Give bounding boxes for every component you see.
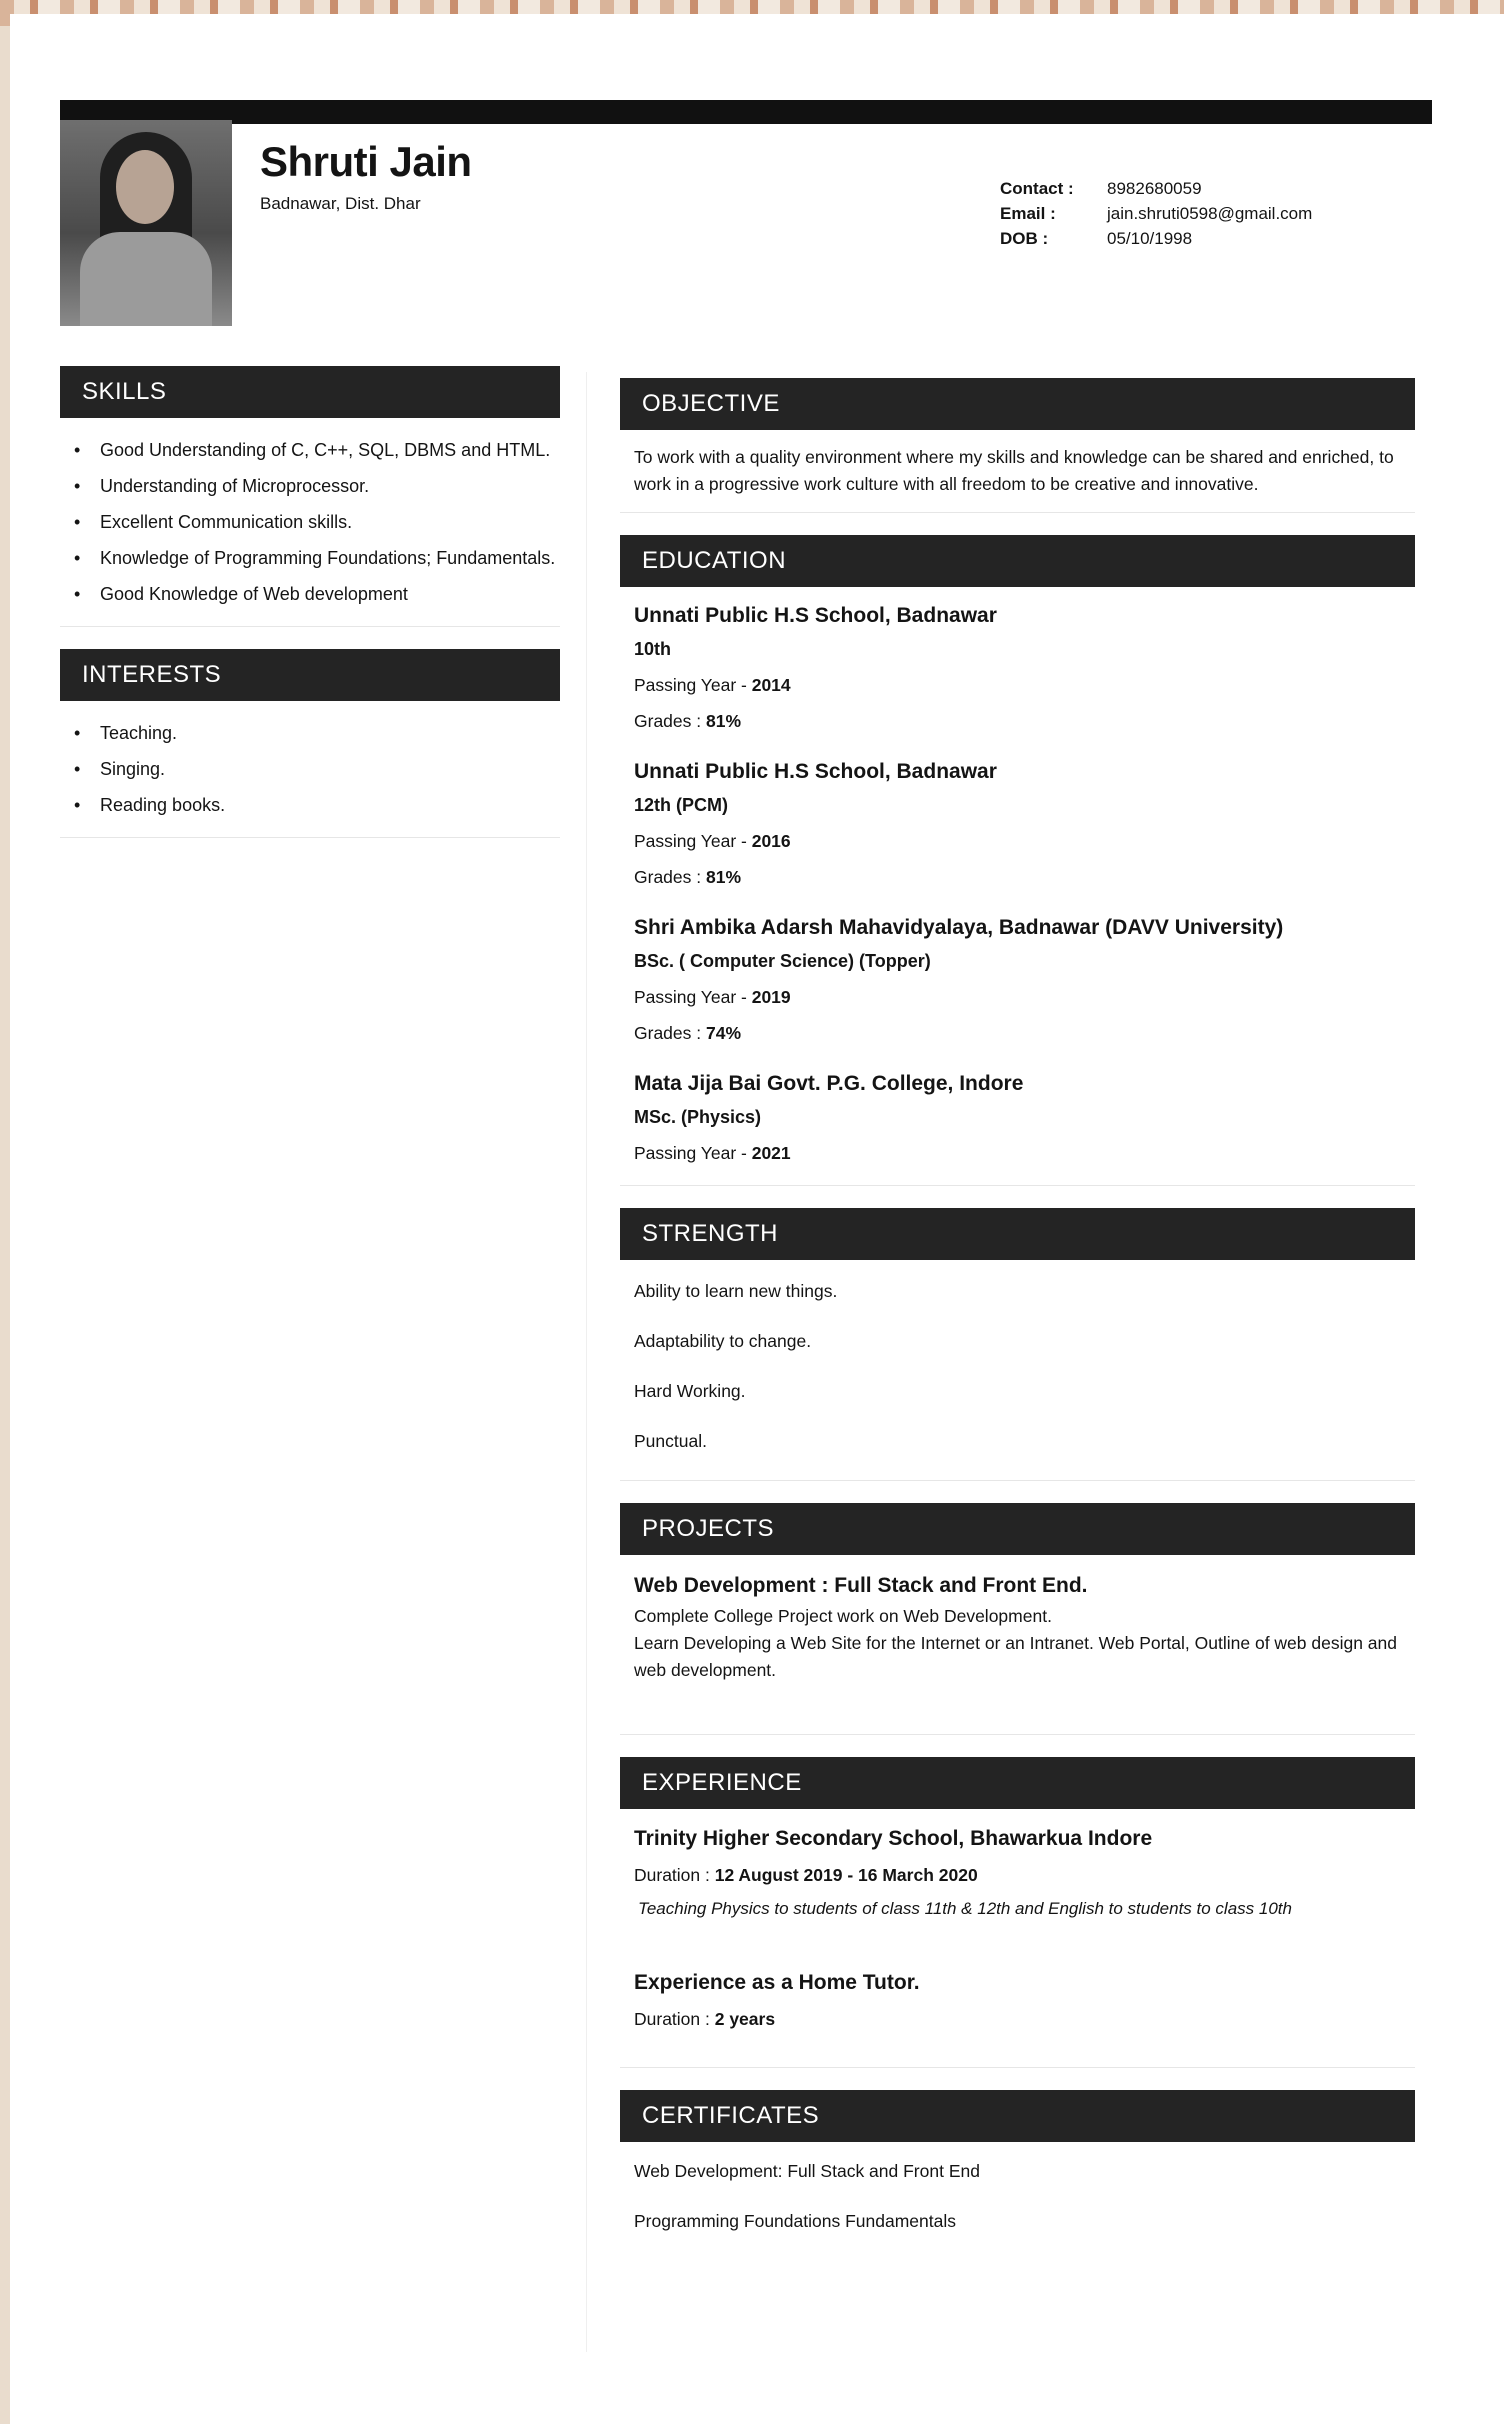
contact-block (1000, 176, 1312, 251)
education-entry (620, 913, 1415, 1051)
education-entry (620, 1069, 1415, 1171)
education-year: Passing Year - 2019 (634, 987, 791, 1007)
objective-text: To work with a quality environment where my skills and knowledge can be shared and enriched, to work in a progressive work culture with all freedom to be creative and innovative. (634, 447, 1394, 494)
divider (620, 2067, 1415, 2068)
skill-item: • Good Knowledge of Web development (60, 576, 560, 612)
skills-heading: SKILLS (60, 366, 560, 418)
experience-description: Teaching Physics to students of class 11th & 12th and English to students to class 10th (638, 1899, 1292, 1918)
left-column (60, 366, 560, 860)
education-school: Unnati Public H.S School, Badnawar (634, 604, 997, 627)
certificates-heading: CERTIFICATES (620, 2090, 1415, 2142)
experience-heading: EXPERIENCE (620, 1757, 1415, 1809)
experience-title: Trinity Higher Secondary School, Bhawarkua Indore (634, 1827, 1153, 1850)
education-year: Passing Year - 2014 (634, 675, 791, 695)
divider (60, 837, 560, 838)
skills-list (60, 432, 560, 612)
contact-value: 8982680059 (1107, 179, 1202, 198)
profile-photo (60, 120, 232, 326)
contact-row (1000, 176, 1312, 201)
contact-label: Contact : (1000, 179, 1074, 198)
education-school: Unnati Public H.S School, Badnawar (634, 760, 997, 783)
email-value: jain.shruti0598@gmail.com (1107, 204, 1313, 223)
email-label: Email : (1000, 204, 1056, 223)
project-title: Web Development : Full Stack and Front End. (634, 1574, 1088, 1597)
education-grade: Grades : 81% (634, 711, 742, 731)
strength-heading: STRENGTH (620, 1208, 1415, 1260)
dob-label: DOB : (1000, 229, 1049, 248)
experience-duration: Duration : 12 August 2019 - 16 March 2020 (634, 1865, 978, 1885)
interest-item: • Singing. (60, 751, 560, 787)
education-entry (620, 601, 1415, 739)
experience-duration: Duration : 2 years (634, 2009, 776, 2029)
education-heading: EDUCATION (620, 535, 1415, 587)
divider (620, 1734, 1415, 1735)
strength-list (620, 1266, 1415, 1466)
candidate-address: Badnawar, Dist. Dhar (260, 194, 421, 213)
certificate-item: Web Development: Full Stack and Front End (634, 2161, 980, 2181)
strength-item: Punctual. (634, 1431, 707, 1451)
divider (620, 1185, 1415, 1186)
education-grade: Grades : 74% (634, 1023, 742, 1043)
skill-item: • Knowledge of Programming Foundations; Fundamentals. (60, 540, 560, 576)
strength-item: Ability to learn new things. (634, 1281, 838, 1301)
experience-title: Experience as a Home Tutor. (634, 1971, 920, 1994)
interest-item: • Teaching. (60, 715, 560, 751)
dob-row (1000, 226, 1312, 251)
education-year: Passing Year - 2021 (634, 1143, 791, 1163)
education-grade: Grades : 81% (634, 867, 742, 887)
skill-item: • Excellent Communication skills. (60, 504, 560, 540)
education-degree: 12th (PCM) (634, 795, 728, 815)
strength-item: Hard Working. (634, 1381, 746, 1401)
projects-heading: PROJECTS (620, 1503, 1415, 1555)
email-row (1000, 201, 1312, 226)
education-year: Passing Year - 2016 (634, 831, 791, 851)
skill-item: • Understanding of Microprocessor. (60, 468, 560, 504)
interests-heading: INTERESTS (60, 649, 560, 701)
divider (620, 1480, 1415, 1481)
skill-item: • Good Understanding of C, C++, SQL, DBMS and HTML. (60, 432, 560, 468)
interests-list (60, 715, 560, 823)
education-degree: 10th (634, 639, 672, 659)
education-degree: BSc. ( Computer Science) (Topper) (634, 951, 931, 971)
certificate-item: Programming Foundations Fundamentals (634, 2211, 956, 2231)
project-description-line: Learn Developing a Web Site for the Internet or an Intranet. Web Portal, Outline of web design and web development. (634, 1633, 1398, 1680)
objective-heading: OBJECTIVE (620, 378, 1415, 430)
project-description-line: Complete College Project work on Web Development. (634, 1606, 1052, 1626)
strength-item: Adaptability to change. (634, 1331, 812, 1351)
divider (620, 512, 1415, 513)
education-degree: MSc. (Physics) (634, 1107, 762, 1127)
divider (60, 626, 560, 627)
header-bar (60, 100, 1432, 124)
education-school: Mata Jija Bai Govt. P.G. College, Indore (634, 1072, 1024, 1095)
education-school: Shri Ambika Adarsh Mahavidyalaya, Badnawar (DAVV University) (634, 916, 1284, 939)
dob-value: 05/10/1998 (1107, 229, 1193, 248)
right-column (620, 378, 1415, 2246)
interest-item: • Reading books. (60, 787, 560, 823)
education-entry (620, 757, 1415, 895)
certificates-list (620, 2146, 1415, 2246)
candidate-name: Shruti Jain (260, 138, 472, 185)
column-divider (586, 372, 587, 2352)
